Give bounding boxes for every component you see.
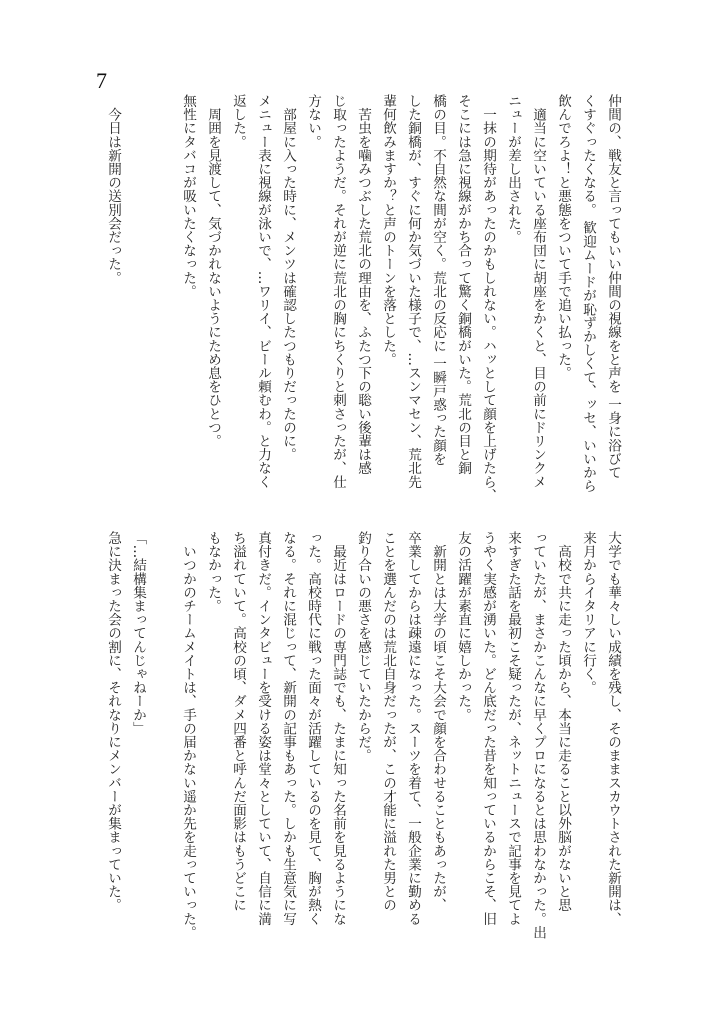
text-column: 最近はロードの専門誌でも、たまに知った名前を見るようにな [330, 531, 346, 926]
text-column: 苦虫を噛みつぶした荒北の理由を、ふたつ下の聡い後輩は感 [355, 94, 371, 475]
text-column [125, 94, 150, 494]
text-column: うやく実感が湧いた。どん底だった昔を知っているからこそ、旧 [480, 531, 496, 926]
text-column: 急に決まった会の割に、それなりにメンバーが集まっていた。 [105, 531, 121, 912]
text-column: 周囲を見渡して、気づかれないようにため息をひとつ。 [205, 94, 221, 448]
text-column: ニューが差し出された。 [505, 94, 521, 244]
upper-text-block [100, 94, 625, 502]
text-column: 無性にタバコが吸いたくなった。 [180, 94, 196, 298]
text-column: 適当に空いている座布団に胡座をかくと、目の前にドリンクメ [530, 94, 546, 489]
text-column: ことを選んだのは荒北自身だったが、この才能に溢れた男との [380, 531, 396, 912]
text-column: なる。それに混じって、新開の記事もあった。しかも生意気に写 [280, 531, 296, 926]
text-column: 来すぎた話を最初こそ疑ったが、ネットニュースで記事を見てよ [505, 531, 521, 926]
text-column: もなかった。 [205, 531, 221, 613]
text-column: 今日は新開の送別会だった。 [105, 94, 121, 285]
lower-text-block [100, 531, 625, 939]
text-column: 高校で共に走った頃から、本当に走ること以外脳がないと思 [555, 531, 571, 912]
text-column: 一抹の期待があったのかもしれない。ハッとして顔を上げたら、 [480, 94, 496, 502]
text-column: った。高校時代に戦った面々が活躍しているのを見て、胸が熱く [305, 531, 321, 926]
text-column: ち溢れていて。高校の頃、ダメ四番と呼んだ面影はもうどこに [230, 531, 246, 912]
text-column: 来月からイタリアに行く。 [580, 531, 596, 695]
text-column: 友の活躍が素直に嬉しかった。 [455, 531, 471, 722]
text-column: くすぐったくなる。 歓迎ムードが恥ずかしくて、ッセ、いいから [580, 94, 596, 493]
text-column: 輩何飲みますか？と声のトーンを落とした。 [380, 94, 396, 366]
text-column: 大学でも華々しい成績を残し、そのままスカウトされた新開は、 [605, 531, 621, 926]
text-column: 方ない。 [305, 94, 321, 149]
text-column: そこには急に視線がかち合って驚く銅橋がいた。荒北の目と銅 [455, 94, 471, 475]
text-column: 返した。 [230, 94, 246, 149]
text-column: 「…結構集まってんじゃねーか」 [130, 531, 146, 735]
text-column: いつかのチームメイトは、手の届かない遥か先を走っていった。 [180, 531, 196, 939]
text-column: 部屋に入った時に、メンツは確認したつもりだったのに。 [280, 94, 296, 462]
text-column: 橋の目。不自然な間が空く。荒北の反応に 一瞬戸惑った顔を [430, 94, 446, 466]
text-column: 飲んでろよ！と悪態をついて手で追い払った。 [555, 94, 571, 380]
text-column [150, 531, 175, 931]
text-column: メニュー表に視線が泳いで、…ワリイ、ビール頼むわ。と力なく [255, 94, 271, 489]
text-column: 卒業してからは疎遠になった。スーツを着て、一般企業に勤める [405, 531, 421, 926]
page-number: 7 [96, 68, 107, 93]
text-column: 釣り合いの悪さを感じていたからだ。 [355, 531, 371, 763]
text-column: 真付きだ。インタビューを受ける姿は堂々としていて、自信に満 [255, 531, 271, 926]
text-column [150, 94, 175, 494]
text-column: した銅橋が、すぐに何か気づいた様子で、…スンマセン、荒北先 [405, 94, 421, 489]
text-column: じ取ったようだ。それが逆に荒北の胸にちくりと刺さったが、仕 [330, 94, 346, 489]
text-column: 新開とは大学の頃こそ大会で顔を合わせることもあったが、 [430, 531, 446, 912]
text-column: っていたが、まさかこんなに早くプロになるとは思わなかった。出 [530, 531, 546, 939]
text-column: 仲間の、戦友と言ってもいい仲間の視線をと声を 一身に浴びて [605, 94, 621, 480]
